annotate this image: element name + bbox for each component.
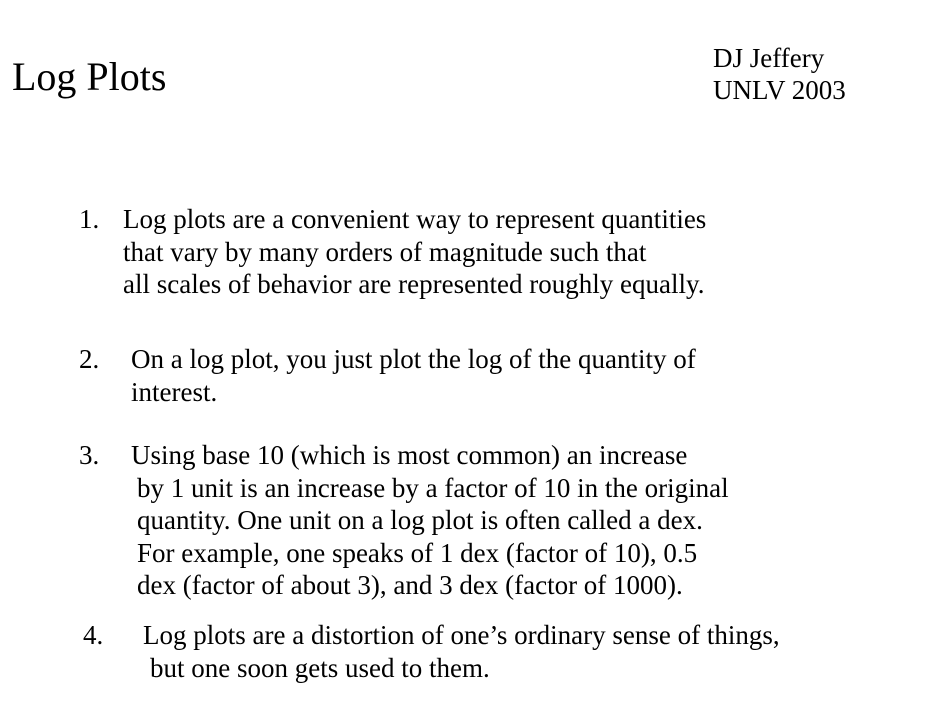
list-item-text-line: quantity. One unit on a log plot is often called a dex. (137, 505, 703, 535)
list-item-text-line: Log plots are a distortion of one’s ordinary sense of things, (143, 620, 780, 650)
list-item-2 (79, 343, 879, 413)
list-item-text-line: all scales of behavior are represented roughly equally. (123, 269, 705, 299)
list-item-number: 1. (79, 204, 100, 234)
list-item-text-line: by 1 unit is an increase by a factor of 10 in the original (137, 472, 729, 503)
list-item-text-line: On a log plot, you just plot the log of the quantity of (131, 344, 696, 374)
list-item-4 (83, 619, 883, 689)
list-item-text-line: For example, one speaks of 1 dex (factor of 10), 0.5 (137, 537, 698, 568)
list-item-3 (79, 439, 879, 604)
list-item-1 (79, 203, 879, 303)
list-item-number: 3. (79, 440, 100, 470)
list-item-text-line: Using base 10 (which is most common) an increase (131, 440, 688, 470)
list-item-text-line: that vary by many orders of magnitude such that (123, 236, 647, 267)
author-affiliation-year: UNLV 2003 (713, 75, 846, 105)
list-item-text-line: interest. (131, 376, 218, 407)
list-item-text-line: dex (factor of about 3), and 3 dex (factor of 1000). (137, 570, 683, 600)
list-item-number: 4. (83, 620, 104, 650)
author-block (713, 42, 846, 106)
author-name: DJ Jeffery (713, 43, 825, 73)
list-item-number: 2. (79, 344, 100, 374)
slide-title: Log Plots (12, 54, 167, 99)
list-item-text-line: but one soon gets used to them. (150, 652, 490, 683)
list-item-text-line: Log plots are a convenient way to represent quantities (123, 204, 707, 234)
